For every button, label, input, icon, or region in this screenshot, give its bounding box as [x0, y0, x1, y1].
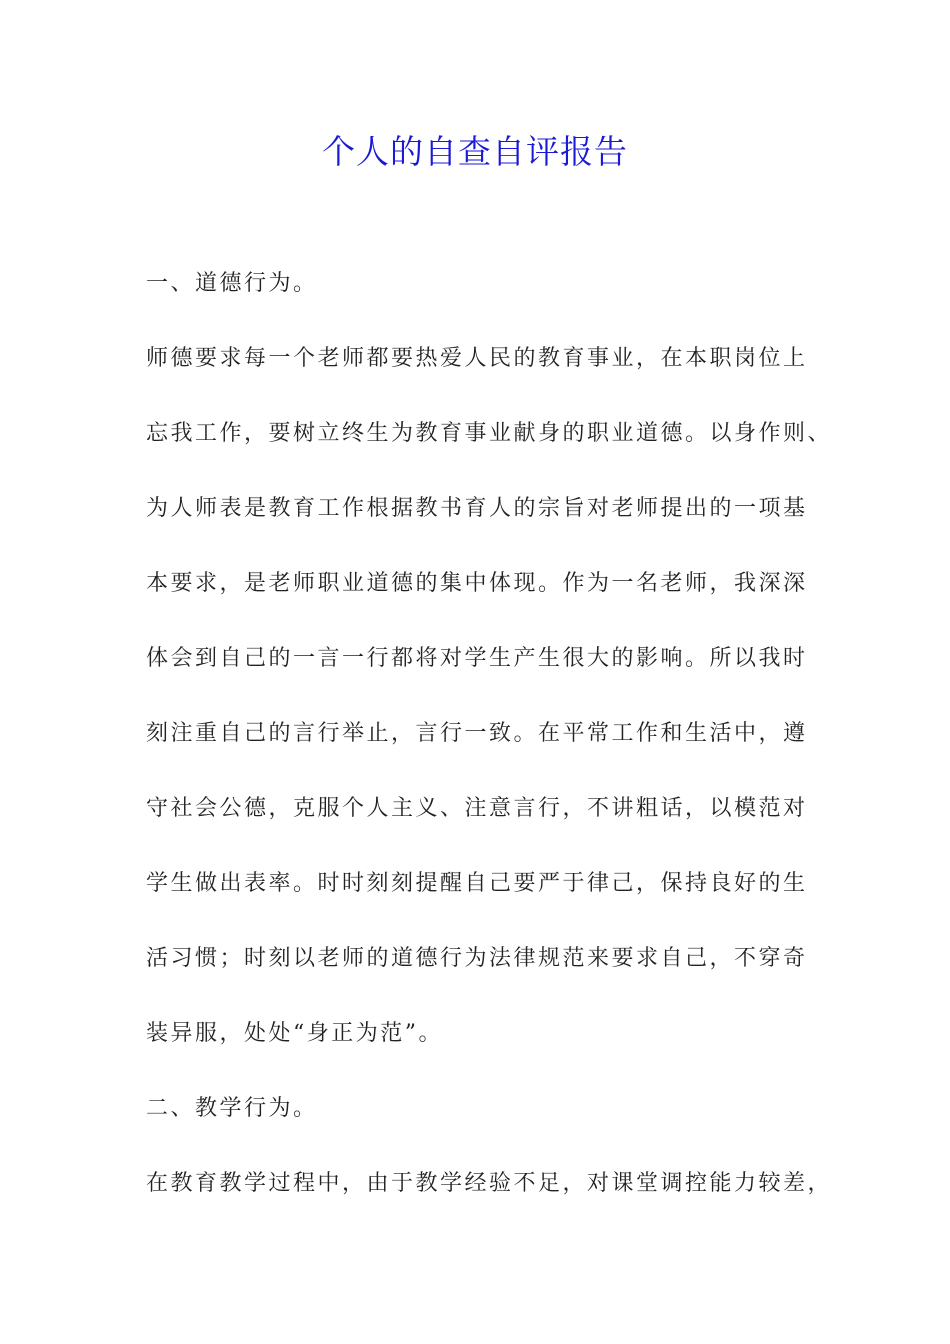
- paragraph-line: 装异服，处处“身正为范”。: [146, 1021, 443, 1046]
- paragraph-line: 刻注重自己的言行举止，言行一致。在平常工作和生活中，遵: [146, 721, 808, 746]
- paragraph-line: 学生做出表率。时时刻刻提醒自己要严于律己，保持良好的生: [146, 871, 808, 896]
- paragraph-line: 师德要求每一个老师都要热爱人民的教育事业，在本职岗位上: [146, 346, 808, 371]
- paragraph-line: 在教育教学过程中，由于教学经验不足，对课堂调控能力较差，: [146, 1171, 833, 1196]
- paragraph-line: 守社会公德，克服个人主义、注意言行，不讲粗话，以模范对: [146, 796, 808, 821]
- paragraph-line: 活习惯；时刻以老师的道德行为法律规范来要求自己，不穿奇: [146, 946, 808, 971]
- paragraph-line: 忘我工作，要树立终生为教育事业献身的职业道德。以身作则、: [146, 421, 833, 446]
- paragraph-line: 为人师表是教育工作根据教书育人的宗旨对老师提出的一项基: [146, 496, 808, 521]
- document-title: 个人的自查自评报告: [322, 132, 628, 171]
- section-heading-2: 二、教学行为。: [146, 1096, 318, 1121]
- paragraph-line: 体会到自己的一言一行都将对学生产生很大的影响。所以我时: [146, 646, 808, 671]
- section-heading-1: 一、道德行为。: [146, 271, 318, 296]
- paragraph-line: 本要求，是老师职业道德的集中体现。作为一名老师，我深深: [146, 571, 808, 596]
